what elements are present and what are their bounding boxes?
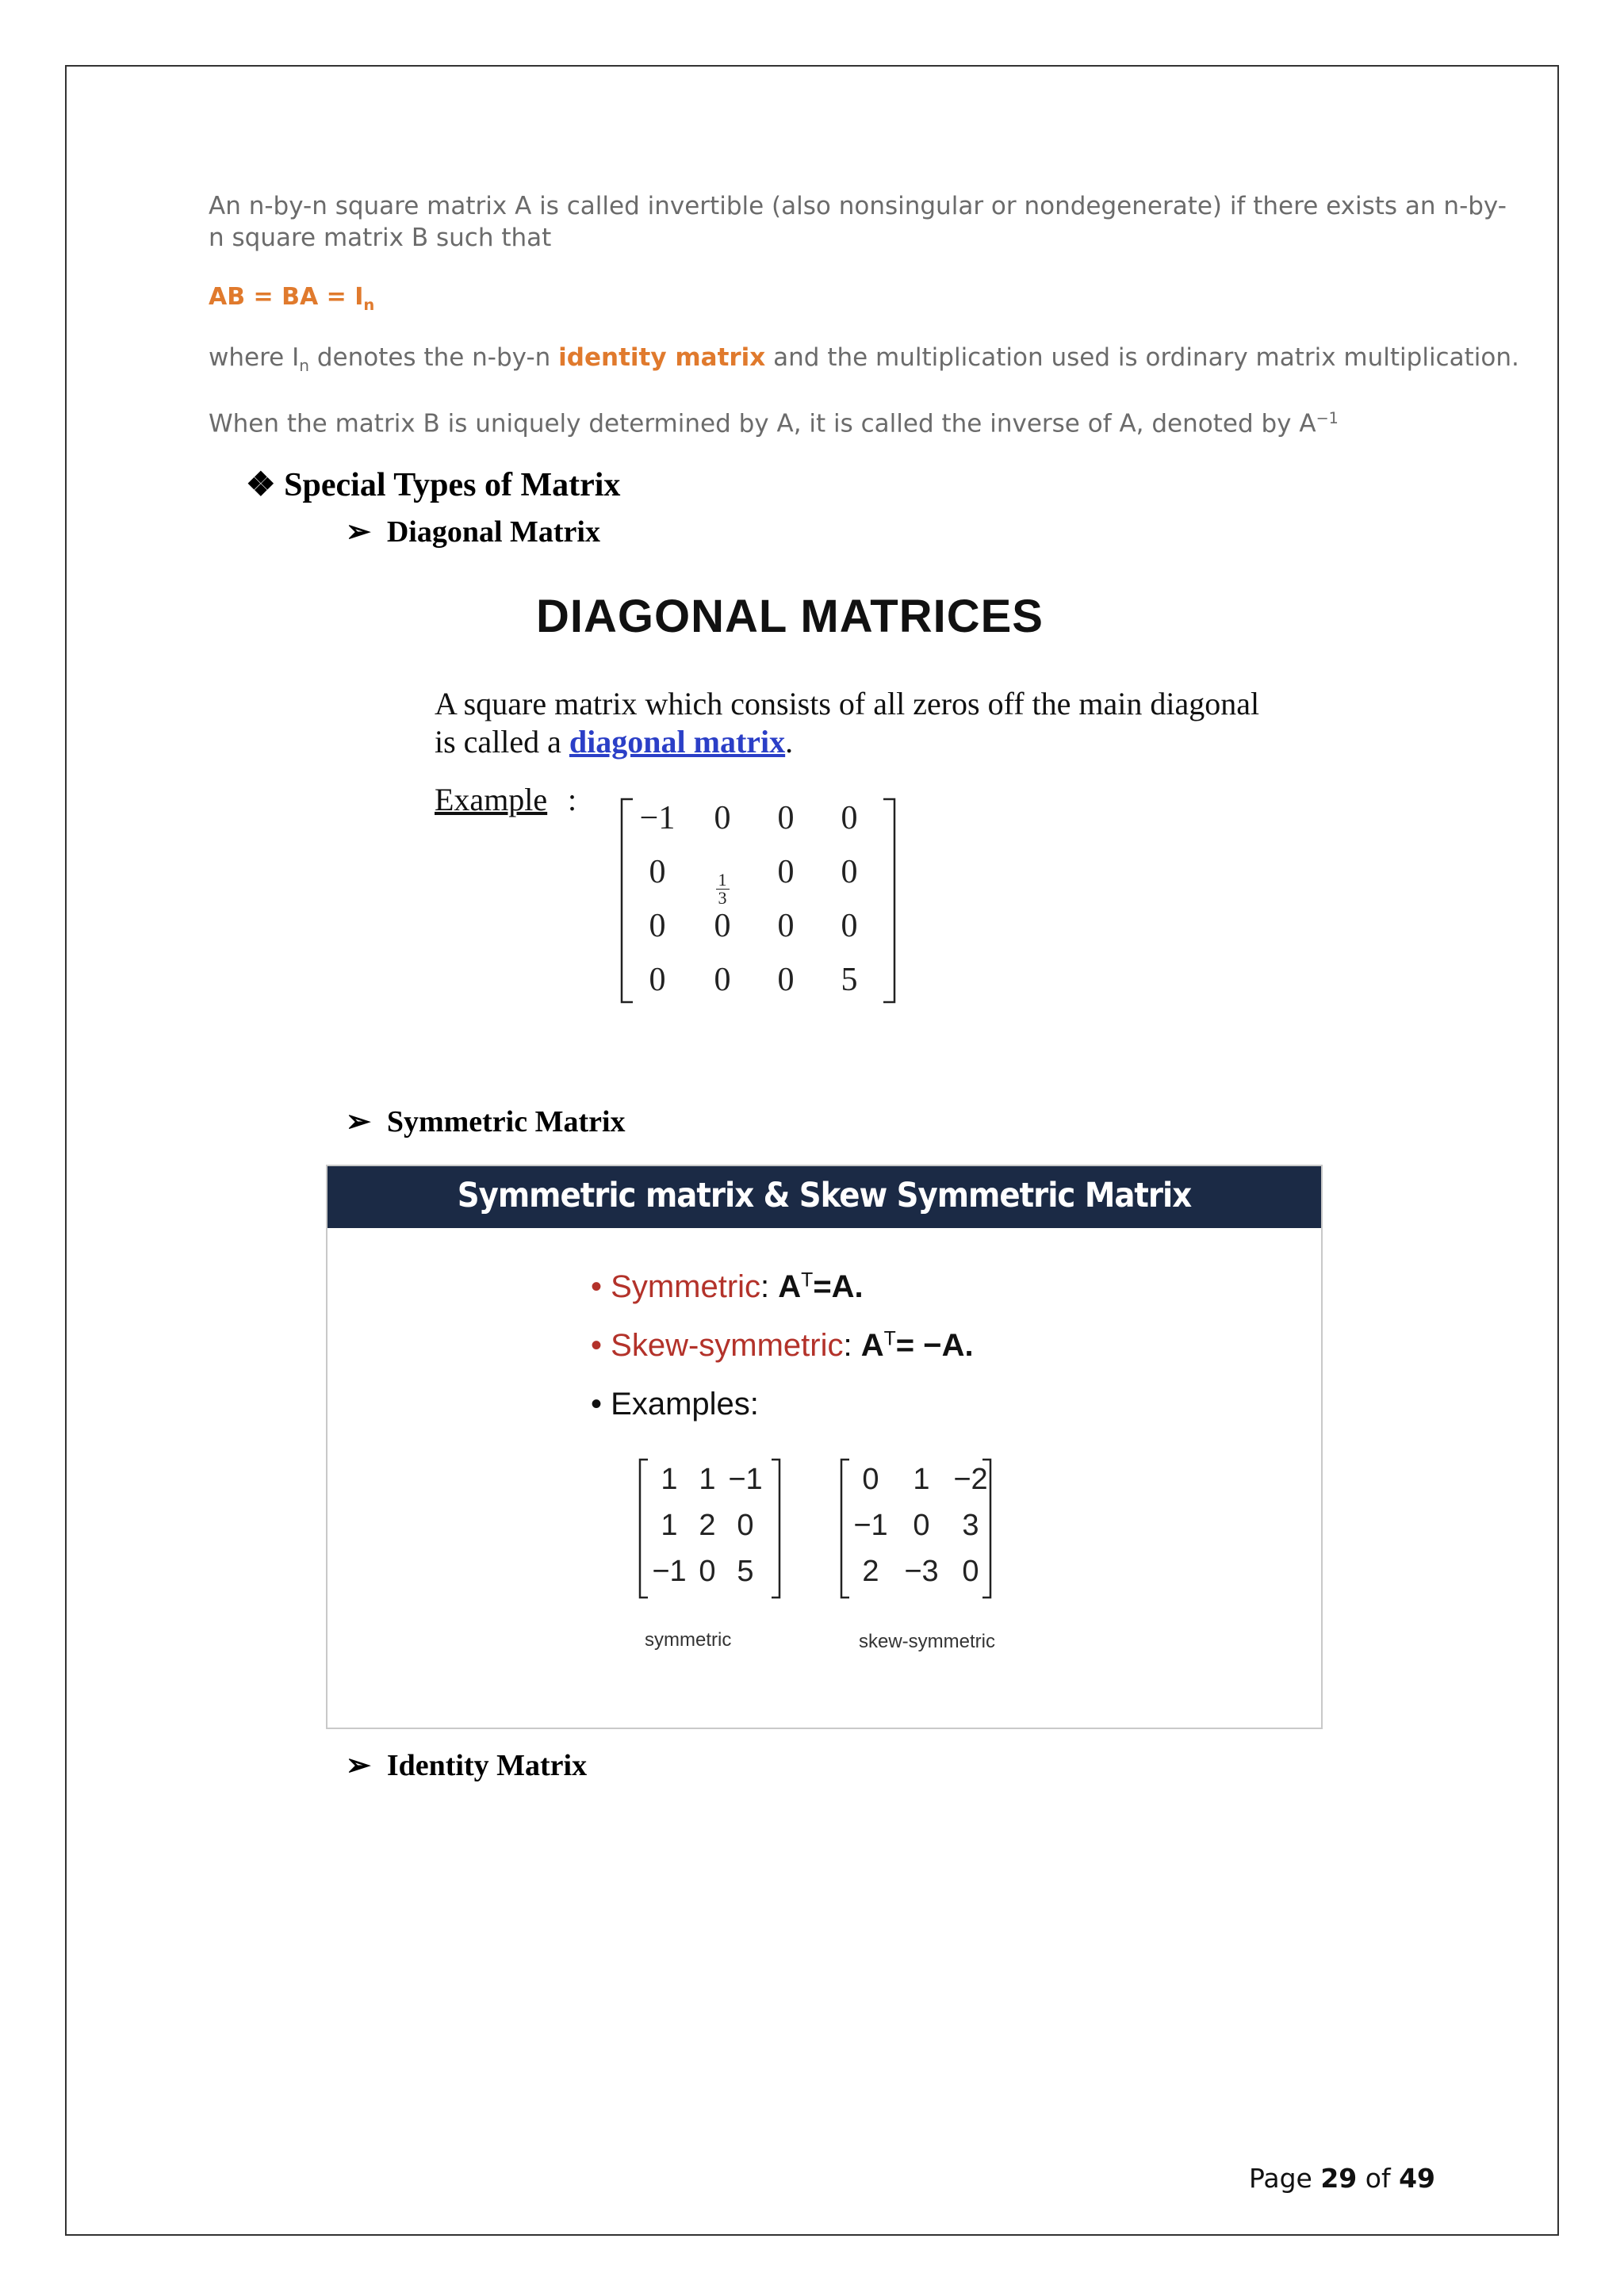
matrix-cell: 0	[649, 854, 666, 890]
diamond-bullet-icon: ❖	[246, 467, 276, 503]
diagonal-definition: A square matrix which consists of all zeros off the main diagonal is called a diagonal matrix.	[435, 686, 1260, 760]
diagonal-image-title: DIAGONAL MATRICES	[536, 591, 1044, 642]
symmetric-example-matrix	[637, 1456, 783, 1601]
matrix-cell: 0	[777, 800, 795, 836]
section-heading: ❖ Special Types of Matrix	[246, 467, 621, 503]
intro-line-1: An n-by-n square matrix A is called invertible (also nonsingular or nondegenerate) if there exists an n-by-	[209, 192, 1507, 220]
subheading-identity: ➢ Identity Matrix	[346, 1749, 588, 1782]
matrix-cell: −1	[639, 800, 676, 836]
matrix-cell: 1	[699, 1463, 716, 1496]
matrix-cell: 2	[699, 1509, 716, 1542]
fraction-one-third: $\frac{1}{3}$	[716, 871, 730, 907]
matrix-cell: 0	[714, 800, 731, 836]
intro-line-2: n square matrix B such that	[209, 224, 552, 252]
symmetric-image-header: Symmetric matrix & Skew Symmetric Matrix	[327, 1166, 1321, 1228]
matrix-cell	[695, 856, 750, 907]
symmetric-bullet: • Symmetric: $A^T=A$.	[591, 1269, 864, 1304]
caption-symmetric: symmetric	[645, 1629, 732, 1651]
matrix-cell: 1	[661, 1509, 678, 1542]
matrix-cell: 0	[777, 962, 795, 998]
matrix-cell: 0	[862, 1463, 879, 1496]
identity-sentence: where $I_n$ denotes the n-by-n identity matrix and the multiplication used is ordinary matrix multiplication.	[209, 343, 1519, 376]
invertible-equation: AB = BA = $I_n$	[209, 283, 375, 314]
matrix-cell: −1	[652, 1555, 687, 1588]
matrix-cell: 0	[714, 908, 731, 944]
matrix-cell: 1	[913, 1463, 930, 1496]
matrix-cell: 0	[962, 1555, 979, 1588]
matrix-cell: 5	[737, 1555, 754, 1588]
matrix-cell: 3	[962, 1509, 979, 1542]
matrix-cell: 0	[649, 908, 666, 944]
arrow-bullet-icon: ➢	[346, 515, 371, 549]
matrix-cell: 0	[737, 1509, 754, 1542]
matrix-cell: 0	[841, 800, 858, 836]
examples-bullet: • Examples:	[591, 1387, 759, 1422]
subheading-diagonal: ➢ Diagonal Matrix	[346, 515, 600, 549]
matrix-cell: 0	[777, 854, 795, 890]
matrix-cell: −1	[853, 1509, 888, 1542]
diagonal-example-matrix	[619, 794, 898, 1007]
matrix-cell: 1	[661, 1463, 678, 1496]
symmetric-image	[326, 1165, 1323, 1729]
matrix-cell: −2	[953, 1463, 988, 1496]
matrix-cell: 0	[913, 1509, 930, 1542]
skew-symmetric-example-matrix	[838, 1456, 994, 1601]
matrix-cell: 0	[714, 962, 731, 998]
page-number-footer: Page 29 of 49	[1248, 2163, 1435, 2194]
arrow-bullet-icon: ➢	[346, 1749, 371, 1782]
arrow-bullet-icon: ➢	[346, 1105, 371, 1138]
matrix-cell: −3	[904, 1555, 939, 1588]
matrix-cell: −1	[728, 1463, 763, 1496]
matrix-cell: 2	[862, 1555, 879, 1588]
example-label: Example	[435, 782, 548, 817]
diagonal-matrix-link[interactable]: diagonal matrix	[569, 724, 786, 760]
matrix-cell: 5	[841, 962, 858, 998]
matrix-cell: 0	[699, 1555, 716, 1588]
example-colon: :	[568, 782, 577, 817]
matrix-cell: 0	[777, 908, 795, 944]
matrix-cell: 0	[841, 908, 858, 944]
page-border	[65, 65, 1559, 2236]
matrix-cell: 0	[841, 854, 858, 890]
subheading-symmetric: ➢ Symmetric Matrix	[346, 1105, 626, 1138]
skew-symmetric-bullet: • Skew-symmetric: $A^T= -A$.	[591, 1328, 974, 1363]
matrix-cell: 0	[649, 962, 666, 998]
caption-skew-symmetric: skew-symmetric	[859, 1631, 995, 1652]
inverse-sentence: When the matrix B is uniquely determined by A, it is called the inverse of A, denoted by $A^{-1}$	[209, 409, 1339, 438]
